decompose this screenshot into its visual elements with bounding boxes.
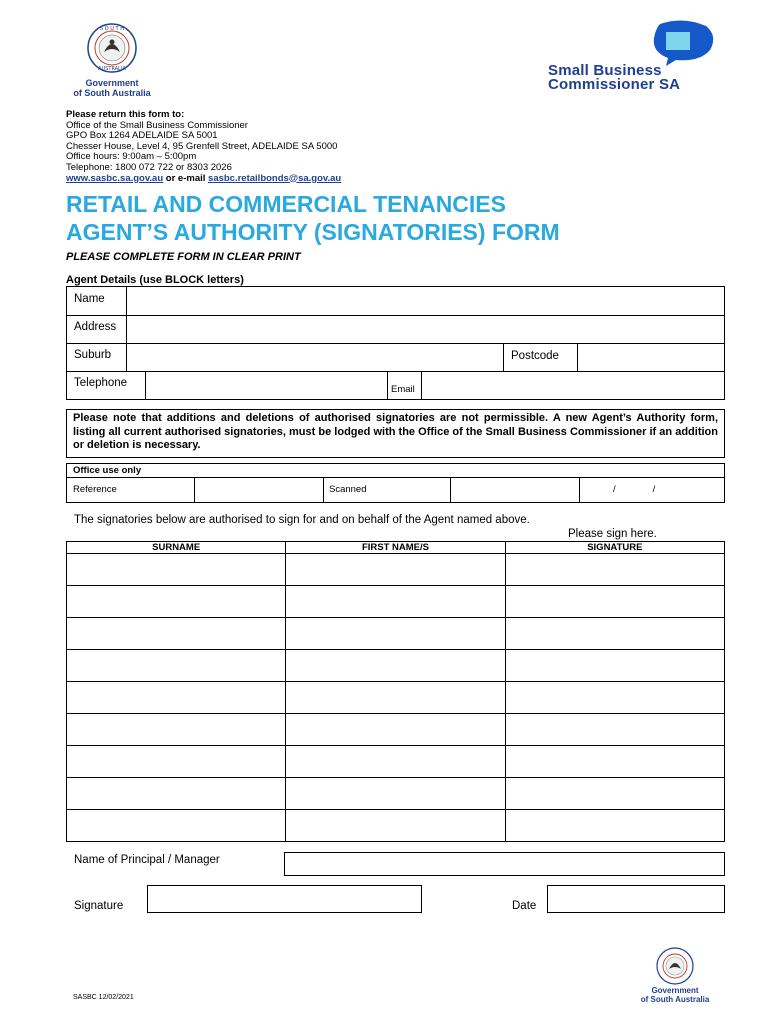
surname-cell[interactable]	[67, 682, 286, 714]
surname-cell[interactable]	[67, 554, 286, 586]
signature-cell[interactable]	[505, 650, 724, 682]
signature-cell[interactable]	[505, 618, 724, 650]
first-names-cell[interactable]	[286, 650, 505, 682]
scanned-label: Scanned	[329, 484, 367, 495]
first-names-cell[interactable]	[286, 714, 505, 746]
first-names-header: FIRST NAME/S	[286, 542, 505, 554]
principal-name-field[interactable]	[284, 852, 725, 876]
first-names-cell[interactable]	[286, 810, 505, 842]
website-link[interactable]: www.sasbc.sa.gov.au	[66, 172, 164, 184]
signature-cell[interactable]	[505, 554, 724, 586]
telephone-label: Telephone	[74, 377, 128, 389]
footer-gov-logo-text: Government of South Australia	[640, 986, 710, 1004]
surname-cell[interactable]	[67, 714, 286, 746]
email-link[interactable]: sasbc.retailbonds@sa.gov.au	[208, 172, 342, 184]
agent-details-box	[66, 286, 725, 400]
office-use-heading: Office use only	[73, 465, 142, 476]
first-names-cell[interactable]	[286, 778, 505, 810]
signatories-intro: The signatories below are authorised to sign for and on behalf of the Agent named above.	[74, 514, 530, 526]
date-field[interactable]	[547, 885, 725, 913]
surname-cell[interactable]	[67, 778, 286, 810]
surname-cell[interactable]	[67, 618, 286, 650]
surname-cell[interactable]	[67, 650, 286, 682]
first-names-cell[interactable]	[286, 746, 505, 778]
signature-cell[interactable]	[505, 682, 724, 714]
reference-label: Reference	[73, 484, 117, 495]
sbc-logo	[548, 20, 718, 100]
table-row	[67, 554, 725, 586]
postcode-field[interactable]	[578, 343, 724, 371]
signature-cell[interactable]	[505, 778, 724, 810]
address-label: Address	[74, 321, 117, 333]
office-use-box	[66, 463, 725, 503]
email-field[interactable]	[422, 371, 724, 399]
sbc-logo-text: Small Business Commissioner SA	[548, 62, 681, 93]
first-names-cell[interactable]	[286, 554, 505, 586]
table-row	[67, 618, 725, 650]
south-australia-crest-icon	[62, 22, 162, 78]
form-code: SASBC 12/02/2021	[73, 994, 134, 1001]
sign-here-label: Please sign here.	[568, 528, 657, 540]
table-row	[67, 746, 725, 778]
form-instruction: PLEASE COMPLETE FORM IN CLEAR PRINT	[66, 251, 301, 263]
scanned-date-field[interactable]: / /	[613, 484, 656, 495]
suburb-label: Suburb	[74, 349, 112, 361]
principal-signature-field[interactable]	[147, 885, 422, 913]
signature-header: SIGNATURE	[505, 542, 724, 554]
signatory-change-note: Please note that additions and deletions of authorised signatories are not permissible. A new Agent’s Authority form, listing all current authorised signatories, must be lodged with the Office of the Small Business Commissioner if an addition or deletion is necessary.	[66, 409, 725, 458]
south-australia-crest-icon	[630, 946, 720, 986]
principal-signature-label: Signature	[74, 900, 124, 912]
svg-text:AUSTRALIA: AUSTRALIA	[98, 66, 126, 72]
signature-cell[interactable]	[505, 586, 724, 618]
postcode-label: Postcode	[511, 350, 559, 362]
signature-cell[interactable]	[505, 714, 724, 746]
first-names-cell[interactable]	[286, 682, 505, 714]
scanned-field[interactable]	[451, 477, 578, 502]
suburb-field[interactable]	[127, 343, 502, 371]
surname-header: SURNAME	[67, 542, 286, 554]
address-field[interactable]	[127, 315, 724, 343]
signature-cell[interactable]	[505, 810, 724, 842]
table-row	[67, 810, 725, 842]
table-row	[67, 682, 725, 714]
form-title: RETAIL AND COMMERCIAL TENANCIES AGENT’S AUTHORITY (SIGNATORIES) FORM	[66, 191, 560, 245]
return-heading: Please return this form to:	[66, 109, 185, 120]
table-row	[67, 586, 725, 618]
telephone-field[interactable]	[146, 371, 386, 399]
surname-cell[interactable]	[67, 810, 286, 842]
agent-details-heading: Agent Details (use BLOCK letters)	[66, 274, 244, 286]
first-names-cell[interactable]	[286, 618, 505, 650]
signature-cell[interactable]	[505, 746, 724, 778]
name-label: Name	[74, 293, 105, 305]
footer-government-sa-logo	[630, 946, 720, 1006]
surname-cell[interactable]	[67, 586, 286, 618]
date-label: Date	[512, 900, 537, 912]
return-address: Please return this form to: Office of the Small Business Commissioner GPO Box 1264 ADELAIDE SA 5001 Chesser House, Level 4, 95 Grenfell Street, ADELAIDE SA 5000 Office hours: 9:00am – 5:00pm Telephone: 1800 072 722 or 8303 2026 www.sasbc.sa.gov.au or e-mail sasbc.retailbonds@sa.gov.au	[66, 109, 342, 184]
name-field[interactable]	[127, 287, 724, 315]
svg-text:S O U T H: S O U T H	[100, 26, 124, 32]
signatories-table	[66, 541, 725, 842]
speech-bubble-icon	[648, 20, 718, 66]
reference-field[interactable]	[195, 477, 322, 502]
surname-cell[interactable]	[67, 746, 286, 778]
government-sa-logo	[62, 22, 162, 102]
email-label: Email	[391, 384, 415, 395]
first-names-cell[interactable]	[286, 586, 505, 618]
principal-name-label: Name of Principal / Manager	[74, 854, 220, 866]
gov-logo-text: Government of South Australia	[73, 78, 151, 98]
table-row	[67, 714, 725, 746]
table-row	[67, 650, 725, 682]
table-row	[67, 778, 725, 810]
